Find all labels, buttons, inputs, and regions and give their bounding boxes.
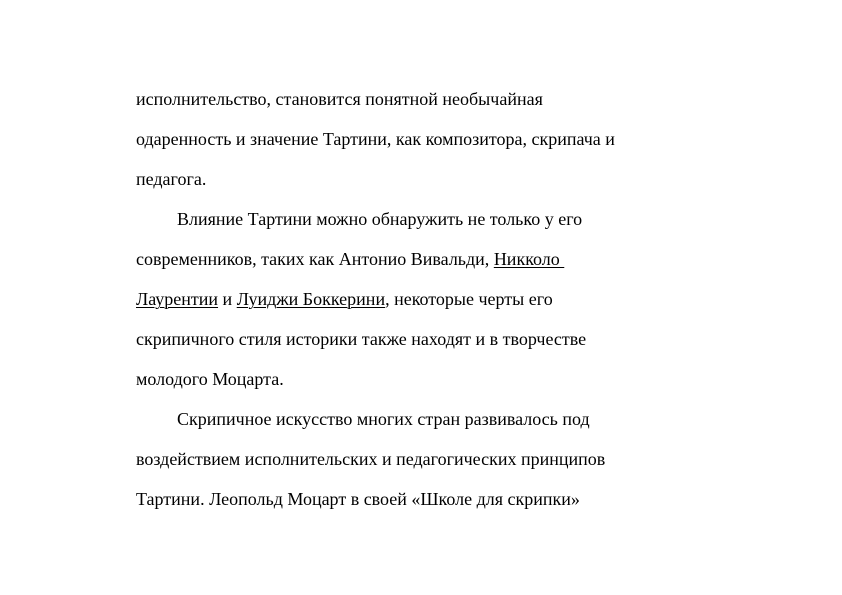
text-segment: Влияние Тартини можно обнаружить не только у его xyxy=(177,209,583,229)
hyperlink[interactable]: Луиджи Боккерини xyxy=(236,289,386,309)
text-segment: одаренность и значение Тартини, как композитора, скрипача и xyxy=(136,129,615,149)
text-line xyxy=(136,84,736,124)
text-segment: Скрипичное искусство многих стран развивалось под xyxy=(177,409,590,429)
text-segment: педагога. xyxy=(136,169,207,189)
text-line xyxy=(136,284,736,324)
text-line xyxy=(136,404,736,444)
text-line xyxy=(136,244,736,284)
text-line xyxy=(136,444,736,484)
hyperlink[interactable]: Никколо xyxy=(493,249,565,269)
text-segment: и xyxy=(218,289,237,309)
hyperlink[interactable]: Лаурентии xyxy=(136,289,219,309)
text-segment: , некоторые черты его xyxy=(385,289,553,309)
text-segment: современников, таких как Антонио Вивальди, xyxy=(136,249,494,269)
text-line xyxy=(136,364,736,404)
text-segment: молодого Моцарта. xyxy=(136,369,284,389)
text-line xyxy=(136,324,736,364)
text-segment: скрипичного стиля историки также находят и в творчестве xyxy=(136,329,587,349)
document-body xyxy=(136,84,736,524)
text-line xyxy=(136,124,736,164)
text-line xyxy=(136,204,736,244)
text-segment: воздействием исполнительских и педагогических принципов xyxy=(136,449,606,469)
text-line xyxy=(136,484,736,524)
text-segment: Тартини. Леопольд Моцарт в своей «Школе для скрипки» xyxy=(136,489,580,509)
text-segment: исполнительство, становится понятной необычайная xyxy=(136,89,543,109)
text-line xyxy=(136,164,736,204)
